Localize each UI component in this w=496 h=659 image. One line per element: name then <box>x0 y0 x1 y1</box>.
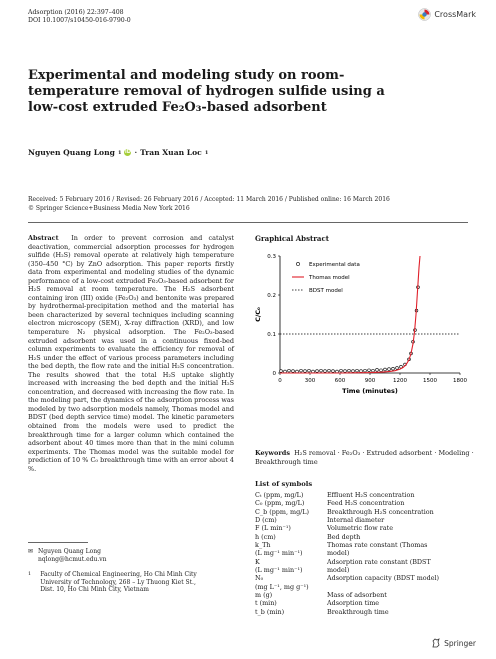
symbol-description: Adsorption rate constant (BDST <box>327 557 431 566</box>
symbol-key: Cₜ (ppm, mg/L) <box>255 491 304 499</box>
crossmark-badge[interactable] <box>418 8 476 21</box>
data-point <box>372 369 375 372</box>
symbol-row <box>255 599 480 607</box>
author-list <box>28 148 208 157</box>
y-tick-label: 0.3 <box>267 254 276 260</box>
author-1-affil: 1 <box>117 149 122 156</box>
symbol-description: Adsorption capacity (BDST model) <box>327 574 440 583</box>
data-point <box>284 370 287 373</box>
symbol-description: Thomas rate constant (Thomas <box>327 541 428 550</box>
symbol-row <box>255 541 480 549</box>
symbol-key: k_Th <box>255 541 271 550</box>
x-tick-label: 600 <box>334 378 346 384</box>
symbol-row <box>255 566 480 574</box>
data-point <box>332 370 335 373</box>
data-point <box>344 370 347 373</box>
data-point <box>352 370 355 373</box>
orcid-icon[interactable]: iD <box>125 149 131 155</box>
symbols-heading: List of symbols <box>255 480 313 488</box>
symbol-key: (L mg⁻¹ min⁻¹) <box>255 549 303 558</box>
symbol-row <box>255 574 480 582</box>
keywords-text: H₂S removal · Fe₂O₃ · Extruded adsorbent · Modeling · Breakthrough time <box>255 449 474 466</box>
symbol-description: Effluent H₂S concentration <box>327 491 415 499</box>
affiliation-line-2: University of Technology, 268 – Ly Thuong Kiet St., <box>40 578 196 586</box>
legend-label: Experimental data <box>309 262 360 268</box>
data-point <box>388 368 391 371</box>
symbol-key: K <box>255 557 260 566</box>
article-title: Experimental and modeling study on room-temperature removal of hydrogen sulfide using a low-cost extruded Fe₂O₃-based adsorbent <box>28 68 385 115</box>
symbol-row <box>255 516 480 524</box>
symbol-description: Breakthrough time <box>327 607 389 616</box>
y-tick-label: 0 <box>272 371 276 377</box>
symbol-row <box>255 499 480 507</box>
footnote-divider <box>28 542 88 543</box>
thomas-model-line <box>280 256 420 373</box>
data-point <box>312 370 315 373</box>
data-point <box>360 370 363 373</box>
affiliation-line-1: Faculty of Chemical Engineering, Ho Chi Minh City <box>40 571 197 579</box>
x-tick-label: 300 <box>304 378 316 384</box>
symbol-row <box>255 524 480 532</box>
x-tick-label: 1800 <box>453 378 467 384</box>
y-tick-label: 0.2 <box>267 293 276 299</box>
x-tick-label: 1200 <box>393 378 407 384</box>
author-2-affil: 1 <box>204 149 209 156</box>
data-point <box>376 368 379 371</box>
symbol-description <box>327 583 480 591</box>
symbol-key: t (min) <box>255 599 277 608</box>
data-point <box>280 370 283 373</box>
data-point <box>324 370 327 373</box>
author-2[interactable]: Tran Xuan Loc <box>140 148 202 157</box>
abstract-text: In order to prevent corrosion and catalyst deactivation, commercial adsorption processes for hydrogen sulfide (H₂S) removal operate at relatively high temperature (350–450 °C) by ZnO adsorption. This paper reports firstly data from experimental and modeling studies of the dynamic performance of a low-cost extruded Fe₂O₃-based adsorbent for H₂S removal at room temperature. The H₂S adsorbent containing iron (III) oxide (Fe₂O₃) and bentonite was prepared by hydrothermal-precipitation method and the material has been characterized by several techniques including scanning electron microscopy (SEM), X-ray diffraction (XRD), and low temperature N₂ physical adsorption. The Fe₂O₃-based extruded adsorbent was used in a continuous fixed-bed column experiments to evaluate the efficiency for removal of H₂S under the effect of various process parameters including the bed depth, the flow rate and the initial H₂S concentration. The results showed that the total H₂S uptake slightly increased with increasing the bed depth and the initial H₂S concentration, and decreased with increasing the flow rate. In the modeling part, the dynamics of the adsorption process was modeled by two adsorption models namely, Thomas model and BDST (bed depth service time) model. The kinetic parameters obtained from the models were used to predict the breakthrough time for a larger column which contained the adsorbent about 40 times more than that in the mini column experiments. The Thomas model was the suitable model for prediction of 10 % C₀ breakthrough time with an error about 4 %. <box>28 234 234 473</box>
data-point <box>336 370 339 373</box>
publication-dates <box>28 196 478 213</box>
symbol-key: (mg L⁻¹, mg g⁻¹) <box>255 582 309 591</box>
section-divider <box>28 222 468 223</box>
envelope-icon: ✉ <box>28 548 34 555</box>
crossmark-label: CrossMark <box>434 10 476 19</box>
y-axis-label: C/C₀ <box>254 307 262 322</box>
x-tick-label: 900 <box>364 378 376 384</box>
doi[interactable]: DOI 10.1007/s10450-016-9790-0 <box>28 17 131 24</box>
data-point <box>396 367 399 370</box>
data-point <box>380 369 383 372</box>
crossmark-icon <box>418 8 431 21</box>
data-point <box>296 370 299 373</box>
symbol-key: m (g) <box>255 591 273 600</box>
symbol-description: Internal diameter <box>327 516 385 525</box>
symbol-key: (L mg⁻¹ min⁻¹) <box>255 566 303 575</box>
symbol-row <box>255 549 480 557</box>
graphical-abstract-heading: Graphical Abstract <box>255 234 329 243</box>
symbol-row <box>255 491 480 499</box>
springer-horse-icon <box>431 638 441 648</box>
breakthrough-chart <box>250 248 475 433</box>
data-point <box>320 369 323 372</box>
symbol-key: C₀ (ppm, mg/L) <box>255 499 305 508</box>
symbol-description: Feed H₂S concentration <box>327 499 405 508</box>
symbols-list <box>255 491 480 616</box>
data-point <box>364 369 367 372</box>
legend-marker <box>296 262 299 265</box>
contact-email[interactable]: nqlong@hcmut.edu.vn <box>38 555 107 563</box>
data-point <box>304 370 307 373</box>
symbol-row <box>255 508 480 516</box>
legend-label: Thomas model <box>309 275 350 281</box>
symbol-row <box>255 608 480 616</box>
symbol-description: Adsorption time <box>327 599 380 608</box>
author-separator: · <box>134 148 138 157</box>
symbol-row <box>255 591 480 599</box>
data-point <box>308 369 311 372</box>
symbol-key: C_b (ppm, mg/L) <box>255 507 310 516</box>
journal-citation: Adsorption (2016) 22:397–408 <box>28 9 124 16</box>
symbol-key: F (L min⁻¹) <box>255 524 291 533</box>
legend-label: BDST model <box>309 288 343 294</box>
symbol-description: model) <box>327 549 350 558</box>
data-point <box>348 369 351 372</box>
symbol-description: model) <box>327 566 350 575</box>
x-tick-label: 0 <box>278 378 282 384</box>
x-axis-label: Time (minutes) <box>342 387 398 395</box>
data-point <box>288 369 291 372</box>
symbol-description: Mass of adsorbent <box>327 591 387 600</box>
data-point <box>292 370 295 373</box>
abstract <box>28 234 234 473</box>
data-point <box>368 369 371 372</box>
keywords <box>255 449 475 467</box>
dates-line: Received: 5 February 2016 / Revised: 26 February 2016 / Accepted: 11 March 2016 / Published online: 16 March 2016 <box>28 196 390 203</box>
symbol-key: N₀ <box>255 574 264 583</box>
symbol-row <box>255 558 480 566</box>
symbol-row <box>255 533 480 541</box>
symbol-row <box>255 583 480 591</box>
data-point <box>392 367 395 370</box>
copyright-line: © Springer Science+Business Media New York 2016 <box>28 204 190 212</box>
symbol-description: Bed depth <box>327 532 361 541</box>
abstract-heading: Abstract <box>28 234 59 242</box>
symbol-description: Volumetric flow rate <box>327 524 393 533</box>
symbol-key: h (cm) <box>255 532 276 541</box>
affiliation-line-3: Dist. 10, Ho Chi Minh City, Vietnam <box>40 586 149 594</box>
data-point <box>356 369 359 372</box>
y-tick-label: 0.1 <box>267 332 276 338</box>
data-point <box>384 368 387 371</box>
springer-logo <box>431 638 476 648</box>
data-point <box>340 369 343 372</box>
author-1[interactable]: Nguyen Quang Long <box>28 148 115 157</box>
symbol-description: Breakthrough H₂S concentration <box>327 507 434 516</box>
contact-name: Nguyen Quang Long <box>38 548 101 555</box>
data-point <box>328 369 331 372</box>
footnotes <box>28 548 234 594</box>
symbol-key: t_b (min) <box>255 607 285 616</box>
symbol-key: D (cm) <box>255 516 277 525</box>
x-tick-label: 1500 <box>423 378 437 384</box>
keywords-heading: Keywords <box>255 449 290 457</box>
data-point <box>316 370 319 373</box>
springer-label: Springer <box>444 638 476 648</box>
affil-marker: 1 <box>28 571 32 578</box>
data-point <box>300 369 303 372</box>
